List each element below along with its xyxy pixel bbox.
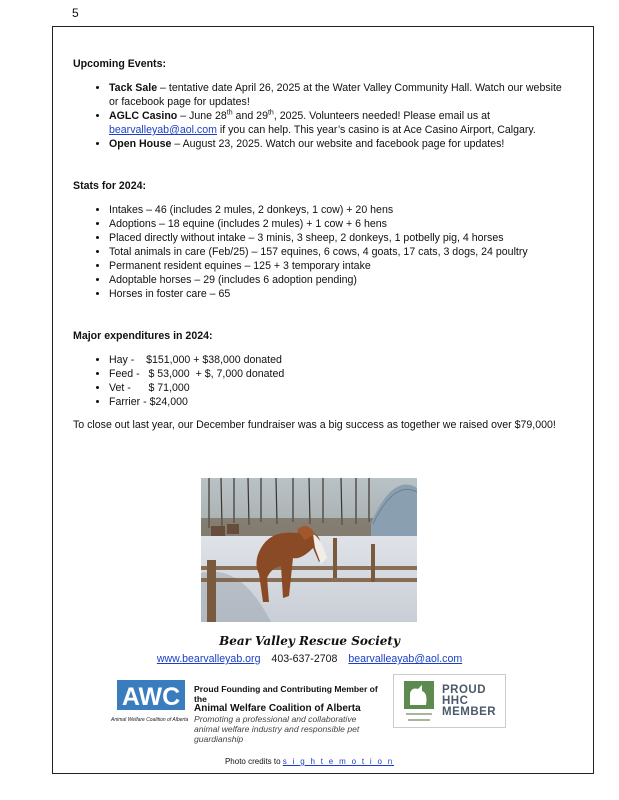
email-link[interactable]: bearvalleayab@aol.com bbox=[348, 653, 463, 665]
list-item: • Placed directly without intake – 3 minis, 3 sheep, 2 donkeys, 1 potbelly pig, 4 horses bbox=[109, 231, 573, 245]
website-link[interactable]: www.bearvalleyab.org bbox=[156, 653, 261, 665]
event-open-house: • Open House – August 23, 2025. Watch our website and facebook page for updates! bbox=[109, 137, 573, 151]
list-item: • Hay - $151,000 + $38,000 donated bbox=[109, 353, 573, 367]
list-item: • Farrier - $24,000 bbox=[109, 395, 573, 409]
expenditures-list bbox=[73, 353, 573, 409]
awc-line-3: Promoting a professional and collaborative animal welfare industry and responsible pet guardianship bbox=[194, 714, 360, 744]
credits-link[interactable]: s i g h t e m o t i o n bbox=[282, 757, 395, 766]
stats-list bbox=[73, 203, 573, 301]
awc-line-1: Proud Founding and Contributing Member of the bbox=[194, 684, 378, 704]
page-number: 5 bbox=[72, 6, 79, 20]
list-item: • Horses in foster care – 65 bbox=[109, 287, 573, 301]
society-name: Bear Valley Rescue Society bbox=[219, 634, 400, 648]
hhc-text: PROUD HHC MEMBER bbox=[442, 684, 497, 718]
awc-line-2: Animal Welfare Coalition of Alberta bbox=[194, 703, 361, 714]
stats-heading: Stats for 2024: bbox=[73, 180, 147, 192]
casino-email-link[interactable]: bearvalleyab@aol.com bbox=[109, 124, 217, 136]
list-item: • Intakes – 46 (includes 2 mules, 2 donkeys, 1 cow) + 20 hens bbox=[109, 203, 573, 217]
horse-photo bbox=[201, 478, 417, 622]
contact-line bbox=[0, 653, 619, 665]
event-tack-sale: • Tack Sale – tentative date April 26, 2025 at the Water Valley Community Hall. Watch our website or facebook page for updates! bbox=[109, 81, 573, 109]
newsletter-content bbox=[73, 57, 573, 432]
events-heading: Upcoming Events: bbox=[73, 58, 167, 70]
list-item: • Vet - $ 71,000 bbox=[109, 381, 573, 395]
list-item: • Total animals in care (Feb/25) – 157 equines, 6 cows, 4 goats, 17 cats, 3 dogs, 24 poultry bbox=[109, 245, 573, 259]
closing-text: To close out last year, our December fundraiser was a big success as together we raised over $79,000! bbox=[73, 419, 556, 431]
hhc-logo-icon bbox=[398, 677, 440, 727]
expenditures-heading: Major expenditures in 2024: bbox=[73, 330, 213, 342]
awc-caption: Animal Welfare Coalition of Alberta bbox=[111, 717, 189, 723]
event-aglc-casino: • AGLC Casino – June 28th and 29th, 2025. Volunteers needed! Please email us at bearvalleyab@aol.com if you can help. This year’s casino is at Ace Casino Airport, Calgary. bbox=[109, 109, 573, 137]
awc-logo-text: AWC bbox=[121, 683, 181, 711]
phone-number: 403-637-2708 bbox=[271, 653, 338, 665]
list-item: • Adoptions – 18 equine (includes 2 mules) + 1 cow + 6 hens bbox=[109, 217, 573, 231]
photo-credits: Photo credits to s i g h t e m o t i o n bbox=[224, 757, 395, 766]
hhc-badge bbox=[393, 674, 506, 728]
list-item: • Adoptable horses – 29 (includes 6 adoption pending) bbox=[109, 273, 573, 287]
events-list bbox=[73, 81, 573, 151]
list-item: • Feed - $ 53,000 + $, 7,000 donated bbox=[109, 367, 573, 381]
list-item: • Permanent resident equines – 125 + 3 temporary intake bbox=[109, 259, 573, 273]
awc-membership bbox=[194, 684, 384, 744]
